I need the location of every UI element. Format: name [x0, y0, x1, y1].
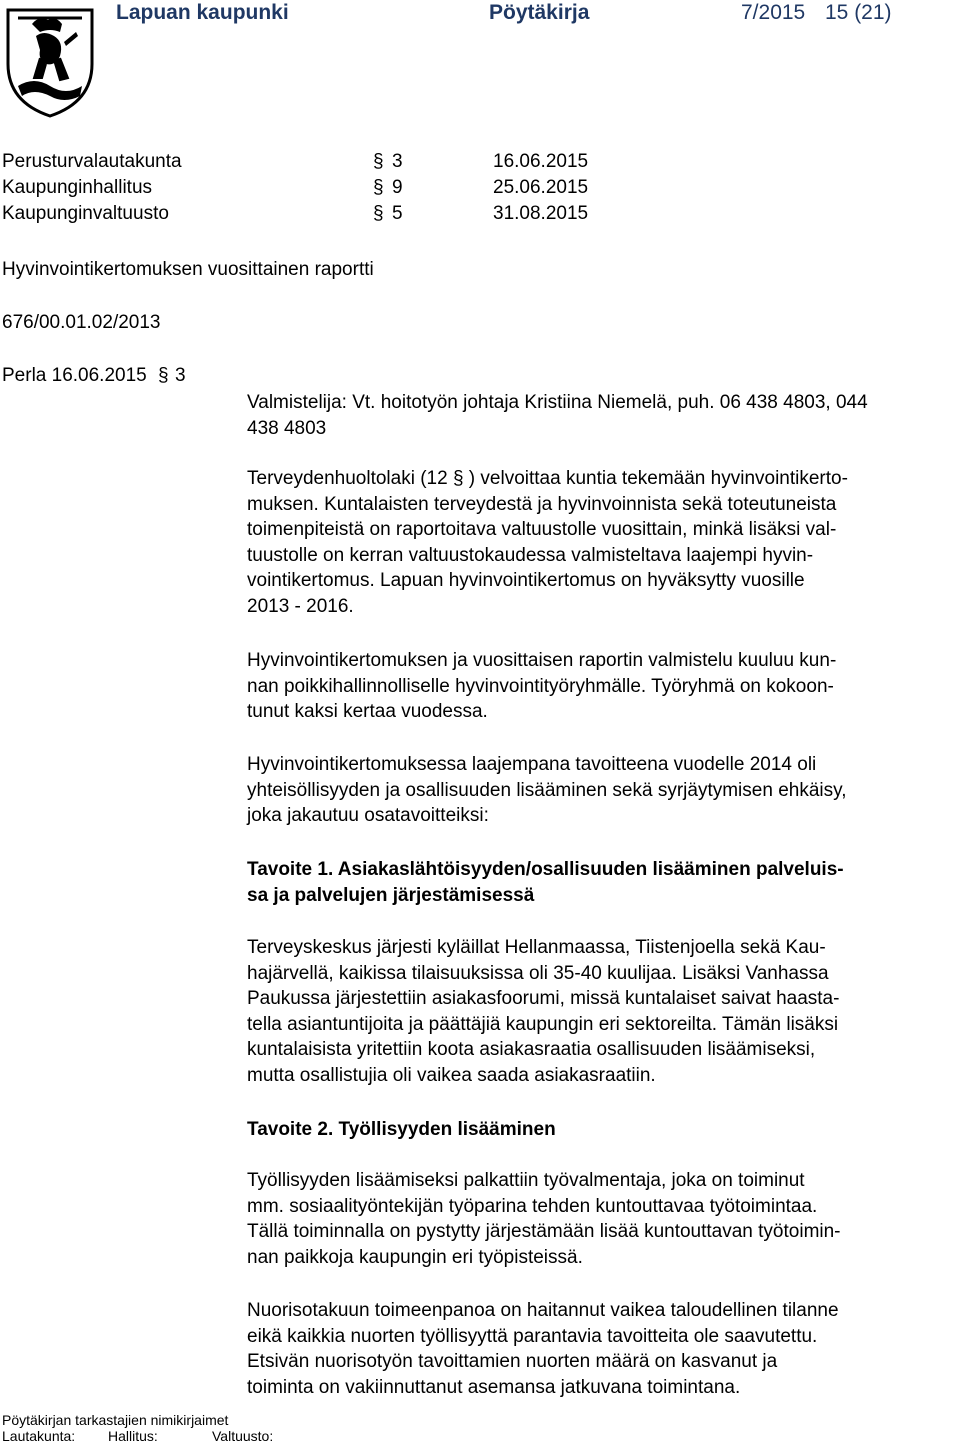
heading-line: sa ja palvelujen järjestämisessä: [247, 884, 535, 906]
footer-lautakunta: Lautakunta:: [2, 1428, 76, 1444]
paragraph-youth: [247, 1298, 959, 1400]
text-line: Tällä toiminnalla on pystytty järjestämään lisää kuntouttavan työtoimin-: [247, 1221, 841, 1243]
text-line: Hyvinvointikertomuksessa laajempana tavoitteena vuodelle 2014 oli: [247, 754, 817, 775]
text-line: hajärvellä, kaikissa tilaisuuksissa oli 35-40 kuulijaa. Lisäksi Vanhassa: [247, 962, 829, 984]
section-sign: §: [158, 365, 169, 386]
perla-label: Perla 16.06.2015: [2, 365, 147, 386]
text-line: nan poikkihallinnolliselle hyvinvointityöryhmälle. Työryhmä on kokoon-: [247, 675, 834, 697]
text-line: 2013 - 2016.: [247, 595, 354, 617]
paragraph-working-group: [247, 648, 959, 725]
text-line: Terveyskeskus järjesti kyläillat Hellanmaassa, Tiistenjoella sekä Kau-: [247, 937, 826, 958]
paragraph-law: [247, 466, 959, 620]
text-line: Työllisyyden lisäämiseksi palkattiin työvalmentaja, joka on toiminut: [247, 1170, 805, 1191]
record-number: 676/00.01.02/2013: [2, 312, 161, 333]
text-line: toimenpiteistä on raportoitava valtuustolle vuosittain, minkä lisäksi val-: [247, 519, 837, 541]
text-line: mutta osallistujia oli vaikea saada asiakasraatiin.: [247, 1064, 656, 1086]
header-page-count: 15 (21): [825, 1, 892, 24]
perla-section: 3: [175, 365, 186, 386]
text-line: eikä kaikkia nuorten työllisyyttä parantavia tavoitteita ole saavutettu.: [247, 1325, 818, 1347]
text-line: kuntalaisista yritettiin koota asiakasraatia osallisuuden lisäämiseksi,: [247, 1039, 816, 1061]
processing-body: Kaupunginvaltuusto: [2, 203, 169, 224]
processing-date: 31.08.2015: [493, 203, 589, 224]
processing-date: 25.06.2015: [493, 177, 589, 198]
preparer-line: Valmistelija: Vt. hoitotyön johtaja Kristiina Niemelä, puh. 06 438 4803, 044: [247, 392, 868, 413]
section-sign: §: [373, 151, 384, 172]
text-line: toiminta on vakiinnuttanut asemansa jatkuvana toimintana.: [247, 1376, 741, 1398]
footer-caption: Pöytäkirjan tarkastajien nimikirjaimet: [2, 1412, 229, 1428]
footer-valtuusto: Valtuusto:: [212, 1428, 274, 1444]
header-org-name: Lapuan kaupunki: [116, 1, 289, 24]
text-line: joka jakautuu osatavoitteiksi:: [247, 805, 489, 827]
paragraph-goals-intro: [247, 752, 959, 829]
page-title: Hyvinvointikertomuksen vuosittainen raportti: [2, 259, 374, 280]
processing-section: 5: [392, 203, 403, 224]
processing-section: 3: [392, 151, 403, 172]
section-sign: §: [373, 177, 384, 198]
section-sign: §: [373, 203, 384, 224]
coat-of-arms-icon: [4, 2, 96, 120]
goal2-text: [247, 1168, 959, 1270]
processing-body: Perusturvalautakunta: [2, 151, 182, 172]
text-line: Nuorisotakuun toimeenpanoa on haitannut vaikea taloudellinen tilanne: [247, 1300, 839, 1321]
goal1-text: [247, 935, 959, 1089]
goal2-heading: [247, 1117, 959, 1143]
preparer-info: [247, 390, 959, 441]
text-line: Terveydenhuoltolaki (12 § ) velvoittaa kuntia tekemään hyvinvointikerto-: [247, 468, 848, 489]
text-line: tella asiantuntijoita ja päättäjiä kaupungin eri sektoreilta. Tämän lisäksi: [247, 1013, 839, 1035]
preparer-line: 438 4803: [247, 417, 327, 439]
footer-hallitus: Hallitus:: [108, 1428, 158, 1444]
processing-date: 16.06.2015: [493, 151, 589, 172]
text-line: muksen. Kuntalaisten terveydestä ja hyvinvoinnista sekä toteutuneista: [247, 493, 837, 515]
text-line: Hyvinvointikertomuksen ja vuosittaisen raportin valmistelu kuuluu kun-: [247, 650, 837, 671]
text-line: yhteisöllisyyden ja osallisuuden lisääminen sekä syrjäytymisen ehkäisy,: [247, 779, 847, 801]
header-doc-type: Pöytäkirja: [489, 1, 590, 24]
heading-line: Tavoite 1. Asiakaslähtöisyyden/osallisuuden lisääminen palveluis-: [247, 859, 844, 880]
header-doc-number: 7/2015: [741, 1, 806, 24]
goal1-heading: [247, 857, 959, 908]
text-line: Etsivän nuorisotyön tavoittamien nuorten määrä on kasvanut ja: [247, 1351, 778, 1373]
text-line: tuustolle on kerran valtuustokaudessa valmisteltava laajempi hyvin-: [247, 544, 814, 566]
text-line: tunut kaksi kertaa vuodessa.: [247, 701, 488, 723]
processing-section: 9: [392, 177, 403, 198]
text-line: Paukussa järjestettiin asiakasfoorumi, missä kuntalaiset saivat haasta-: [247, 988, 840, 1010]
heading-line: Tavoite 2. Työllisyyden lisääminen: [247, 1119, 556, 1140]
text-line: vointikertomus. Lapuan hyvinvointikertomus on hyväksytty vuosille: [247, 570, 805, 592]
processing-body: Kaupunginhallitus: [2, 177, 153, 198]
text-line: nan paikkoja kaupungin eri työpisteissä.: [247, 1246, 583, 1268]
text-line: mm. sosiaalityöntekijän työparina tehden kuntouttavaa työtoimintaa.: [247, 1195, 818, 1217]
